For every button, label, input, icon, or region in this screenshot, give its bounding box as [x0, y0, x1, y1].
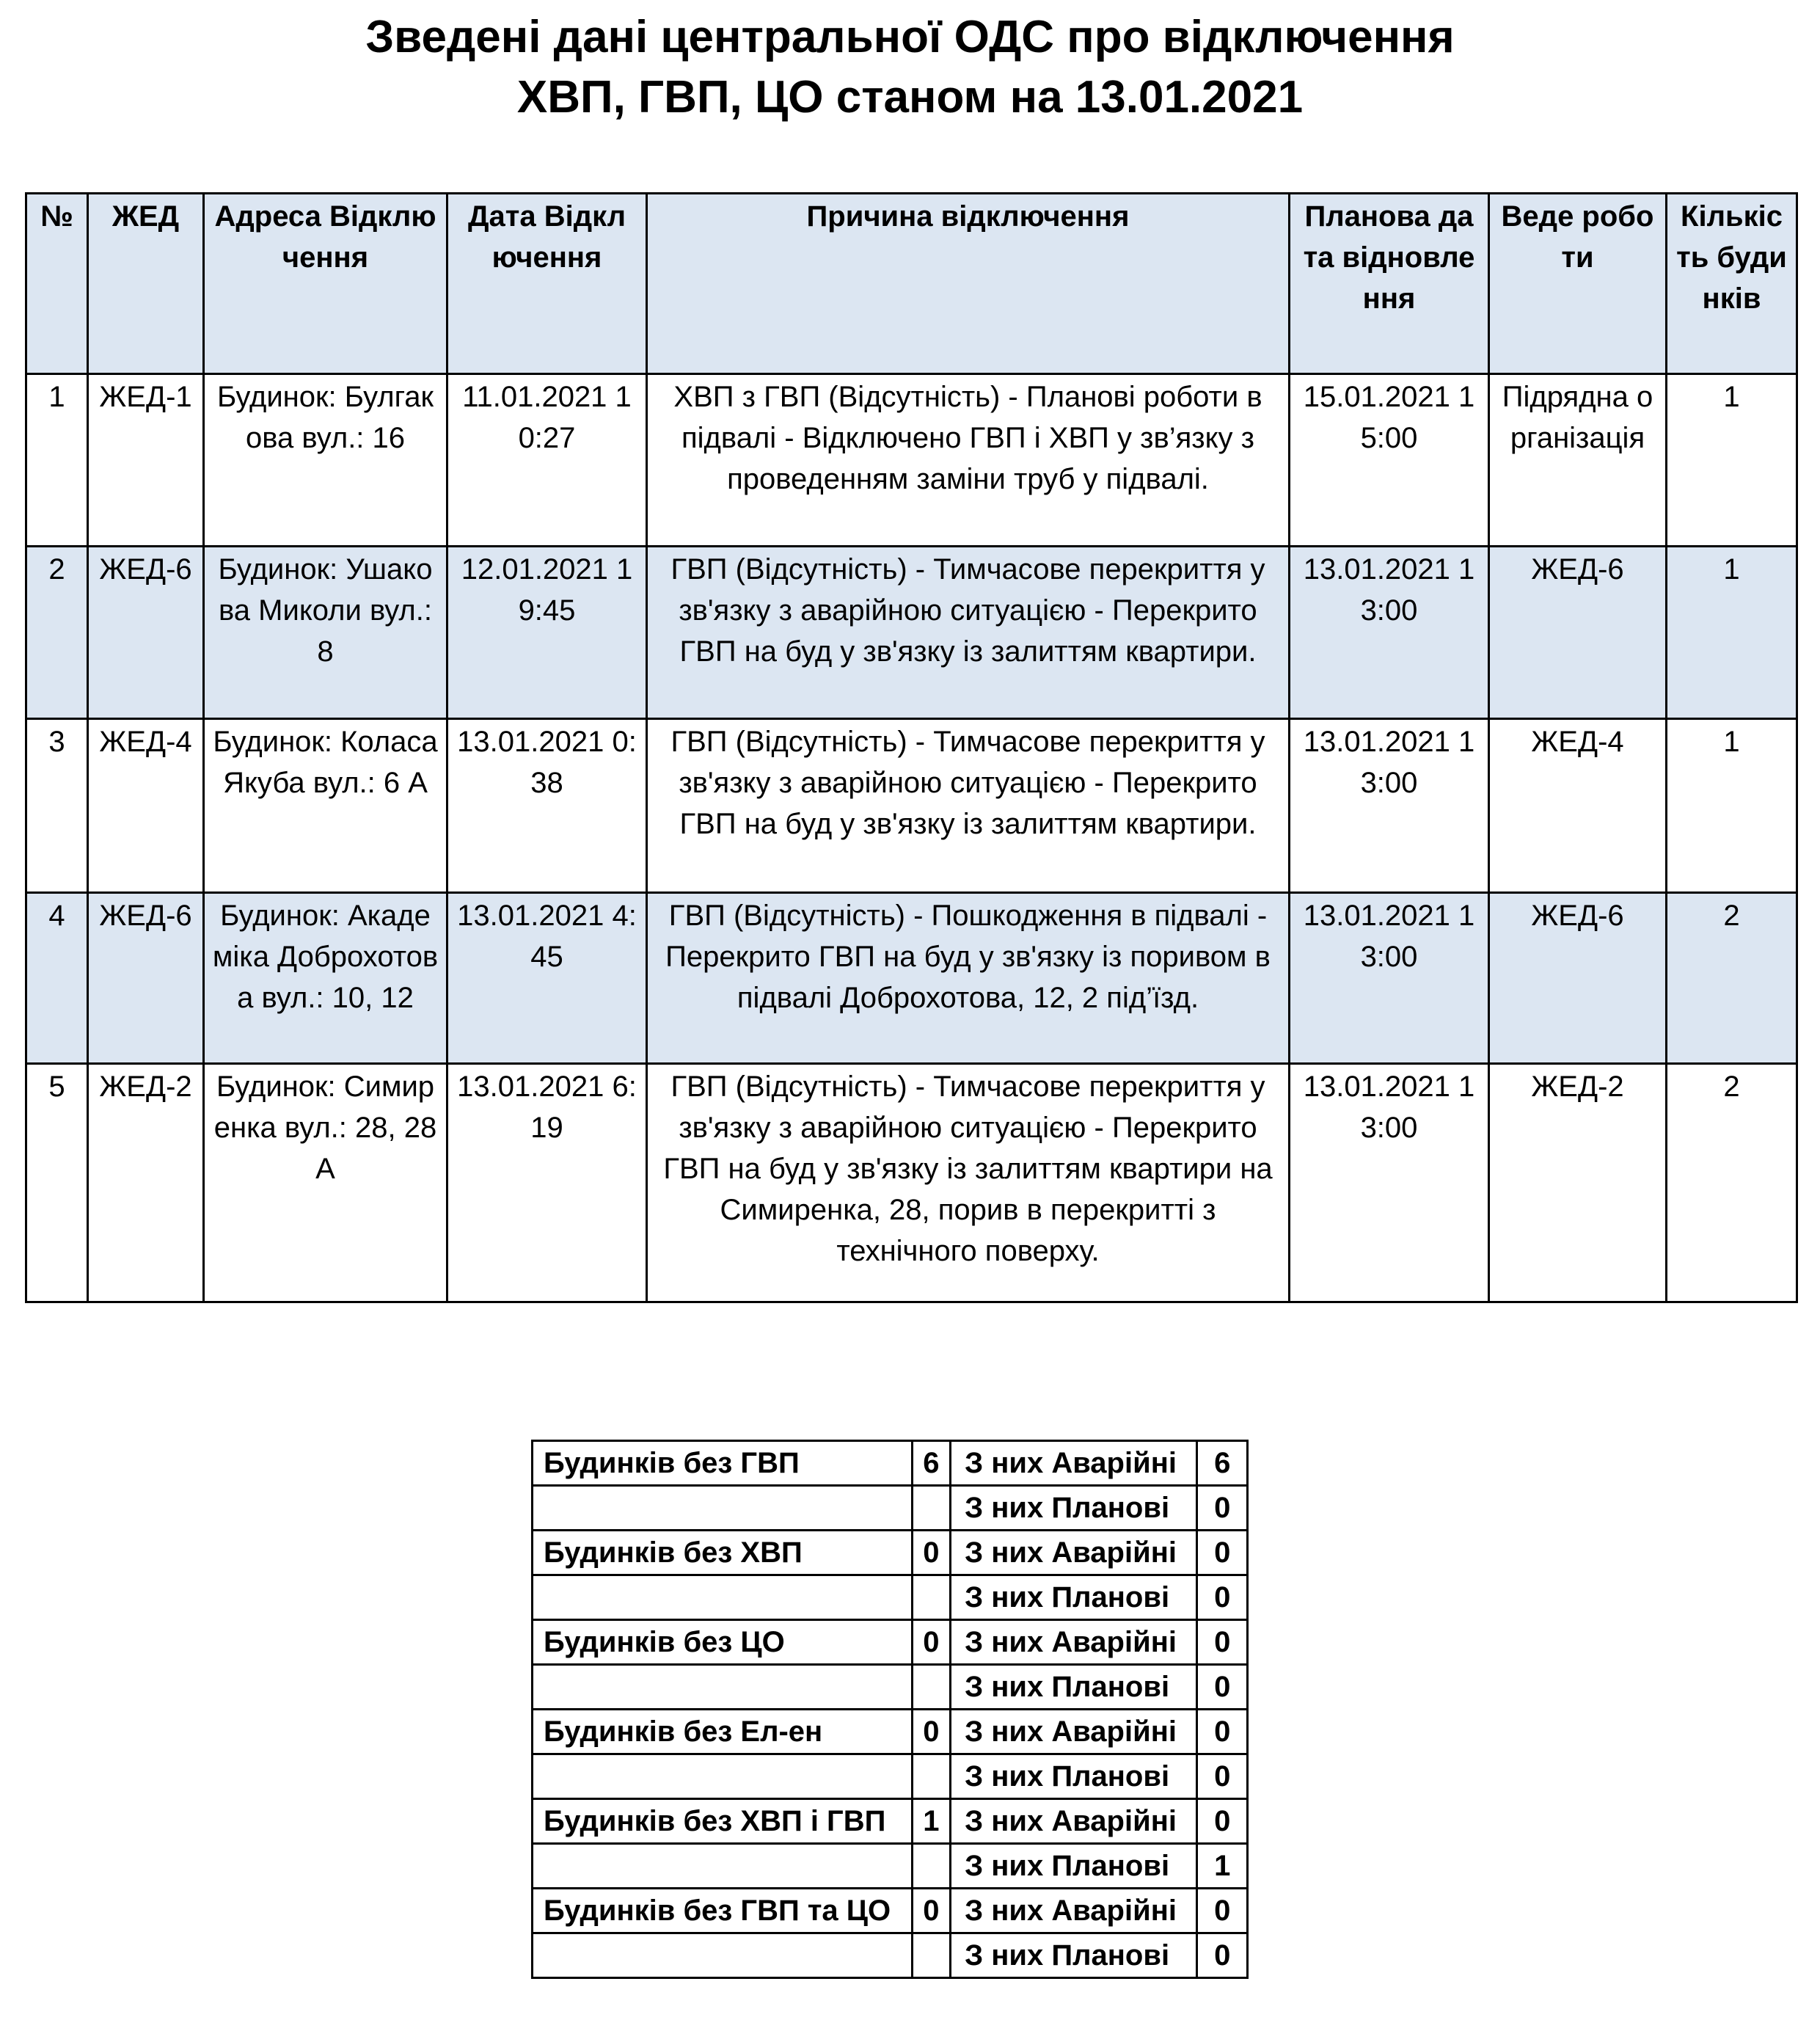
summary-row	[533, 1710, 1248, 1754]
cell-count: 1	[1667, 374, 1797, 547]
column-header-worker: Веде роботи	[1489, 194, 1667, 374]
summary-emergency-value: 0	[1197, 1799, 1248, 1844]
summary-emergency-value: 0	[1197, 1889, 1248, 1933]
summary-planned-label: З них Планові	[951, 1754, 1197, 1799]
summary-label: Будинків без ЦО	[533, 1620, 913, 1665]
summary-emergency-value: 6	[1197, 1441, 1248, 1486]
column-header-restore-date: Планова дата відновлення	[1290, 194, 1489, 374]
table-row	[26, 1064, 1797, 1302]
cell-date: 13.01.2021 6:19	[447, 1064, 647, 1302]
cell-zhed: ЖЕД-6	[88, 547, 204, 719]
cell-worker: ЖЕД-6	[1489, 547, 1667, 719]
cell-count: 1	[1667, 719, 1797, 893]
table-header-row	[26, 194, 1797, 374]
cell-number: 1	[26, 374, 88, 547]
summary-total-empty	[912, 1844, 950, 1889]
summary-table	[531, 1440, 1249, 1979]
column-header-count: Кількість будинків	[1667, 194, 1797, 374]
cell-reason: ХВП з ГВП (Відсутність) - Планові роботи в підвалі - Відключено ГВП і ХВП у зв’язку з проведенням заміни труб у підвалі.	[647, 374, 1290, 547]
cell-reason: ГВП (Відсутність) - Тимчасове перекриття у зв'язку з аварійною ситуацією - Перекрито ГВП на буд у зв'язку із залиттям квартири на Симиренка, 28, порив в перекритті з технічного поверху.	[647, 1064, 1290, 1302]
summary-planned-value: 0	[1197, 1933, 1248, 1978]
cell-restore-date: 13.01.2021 13:00	[1290, 719, 1489, 893]
cell-zhed: ЖЕД-2	[88, 1064, 204, 1302]
summary-row	[533, 1799, 1248, 1844]
summary-emergency-value: 0	[1197, 1620, 1248, 1665]
cell-address: Будинок: Булгакова вул.: 16	[204, 374, 447, 547]
summary-total: 0	[912, 1889, 950, 1933]
summary-row	[533, 1889, 1248, 1933]
summary-planned-label: З них Планові	[951, 1486, 1197, 1531]
summary-total: 0	[912, 1531, 950, 1575]
cell-count: 1	[1667, 547, 1797, 719]
cell-reason: ГВП (Відсутність) - Тимчасове перекриття у зв'язку з аварійною ситуацією - Перекрито ГВП на буд у зв'язку із залиттям квартири.	[647, 547, 1290, 719]
summary-planned-value: 0	[1197, 1486, 1248, 1531]
summary-row	[533, 1575, 1248, 1620]
table-row	[26, 719, 1797, 893]
summary-row	[533, 1531, 1248, 1575]
summary-label: Будинків без ГВП	[533, 1441, 913, 1486]
summary-row	[533, 1620, 1248, 1665]
column-header-address: Адреса Відключення	[204, 194, 447, 374]
summary-total-empty	[912, 1754, 950, 1799]
summary-emergency-label: З них Аварійні	[951, 1799, 1197, 1844]
summary-row	[533, 1933, 1248, 1978]
column-header-number: №	[26, 194, 88, 374]
page-title	[0, 7, 1820, 128]
summary-emergency-value: 0	[1197, 1710, 1248, 1754]
cell-date: 11.01.2021 10:27	[447, 374, 647, 547]
column-header-reason: Причина відключення	[647, 194, 1290, 374]
cell-date: 13.01.2021 0:38	[447, 719, 647, 893]
cell-address: Будинок: Ушакова Миколи вул.: 8	[204, 547, 447, 719]
cell-reason: ГВП (Відсутність) - Тимчасове перекриття у зв'язку з аварійною ситуацією - Перекрито ГВП на буд у зв'язку із залиттям квартири.	[647, 719, 1290, 893]
summary-planned-label: З них Планові	[951, 1665, 1197, 1710]
summary-label: Будинків без ХВП	[533, 1531, 913, 1575]
summary-emergency-label: З них Аварійні	[951, 1889, 1197, 1933]
summary-total: 0	[912, 1710, 950, 1754]
cell-date: 13.01.2021 4:45	[447, 893, 647, 1064]
cell-count: 2	[1667, 1064, 1797, 1302]
cell-worker: ЖЕД-4	[1489, 719, 1667, 893]
summary-label: Будинків без Ел-ен	[533, 1710, 913, 1754]
title-line-1: Зведені дані центральної ОДС про відключення	[365, 12, 1455, 62]
cell-worker: ЖЕД-6	[1489, 893, 1667, 1064]
summary-row	[533, 1486, 1248, 1531]
summary-emergency-value: 0	[1197, 1531, 1248, 1575]
cell-zhed: ЖЕД-4	[88, 719, 204, 893]
cell-date: 12.01.2021 19:45	[447, 547, 647, 719]
cell-restore-date: 13.01.2021 13:00	[1290, 547, 1489, 719]
cell-worker: Підрядна організація	[1489, 374, 1667, 547]
cell-number: 4	[26, 893, 88, 1064]
summary-emergency-label: З них Аварійні	[951, 1710, 1197, 1754]
cell-count: 2	[1667, 893, 1797, 1064]
cell-address: Будинок: Коласа Якуба вул.: 6 А	[204, 719, 447, 893]
summary-label: Будинків без ГВП та ЦО	[533, 1889, 913, 1933]
summary-planned-label: З них Планові	[951, 1844, 1197, 1889]
summary-total-empty	[912, 1665, 950, 1710]
summary-row	[533, 1844, 1248, 1889]
cell-zhed: ЖЕД-6	[88, 893, 204, 1064]
summary-total: 1	[912, 1799, 950, 1844]
summary-planned-label: З них Планові	[951, 1933, 1197, 1978]
cell-restore-date: 13.01.2021 13:00	[1290, 1064, 1489, 1302]
summary-label-empty	[533, 1486, 913, 1531]
column-header-date: Дата Відключення	[447, 194, 647, 374]
summary-total-empty	[912, 1575, 950, 1620]
summary-row	[533, 1665, 1248, 1710]
summary-total: 0	[912, 1620, 950, 1665]
summary-label-empty	[533, 1575, 913, 1620]
summary-row	[533, 1441, 1248, 1486]
summary-planned-value: 0	[1197, 1665, 1248, 1710]
summary-label-empty	[533, 1844, 913, 1889]
title-line-2: ХВП, ГВП, ЦО станом на 13.01.2021	[516, 72, 1304, 123]
summary-planned-value: 1	[1197, 1844, 1248, 1889]
outages-table	[25, 192, 1798, 1303]
summary-planned-value: 0	[1197, 1754, 1248, 1799]
cell-number: 5	[26, 1064, 88, 1302]
cell-restore-date: 13.01.2021 13:00	[1290, 893, 1489, 1064]
summary-label-empty	[533, 1665, 913, 1710]
table-row	[26, 893, 1797, 1064]
cell-number: 3	[26, 719, 88, 893]
summary-label-empty	[533, 1933, 913, 1978]
cell-restore-date: 15.01.2021 15:00	[1290, 374, 1489, 547]
table-row	[26, 374, 1797, 547]
cell-address: Будинок: Академіка Доброхотова вул.: 10, 12	[204, 893, 447, 1064]
summary-emergency-label: З них Аварійні	[951, 1531, 1197, 1575]
summary-total-empty	[912, 1933, 950, 1978]
column-header-zhed: ЖЕД	[88, 194, 204, 374]
cell-worker: ЖЕД-2	[1489, 1064, 1667, 1302]
summary-row	[533, 1754, 1248, 1799]
summary-total: 6	[912, 1441, 950, 1486]
summary-label-empty	[533, 1754, 913, 1799]
summary-emergency-label: З них Аварійні	[951, 1441, 1197, 1486]
summary-planned-label: З них Планові	[951, 1575, 1197, 1620]
cell-zhed: ЖЕД-1	[88, 374, 204, 547]
summary-label: Будинків без ХВП і ГВП	[533, 1799, 913, 1844]
summary-emergency-label: З них Аварійні	[951, 1620, 1197, 1665]
cell-address: Будинок: Симиренка вул.: 28, 28 А	[204, 1064, 447, 1302]
table-row	[26, 547, 1797, 719]
summary-planned-value: 0	[1197, 1575, 1248, 1620]
summary-total-empty	[912, 1486, 950, 1531]
cell-number: 2	[26, 547, 88, 719]
cell-reason: ГВП (Відсутність) - Пошкодження в підвалі - Перекрито ГВП на буд у зв'язку із поривом в підвалі Доброхотова, 12, 2 під’їзд.	[647, 893, 1290, 1064]
